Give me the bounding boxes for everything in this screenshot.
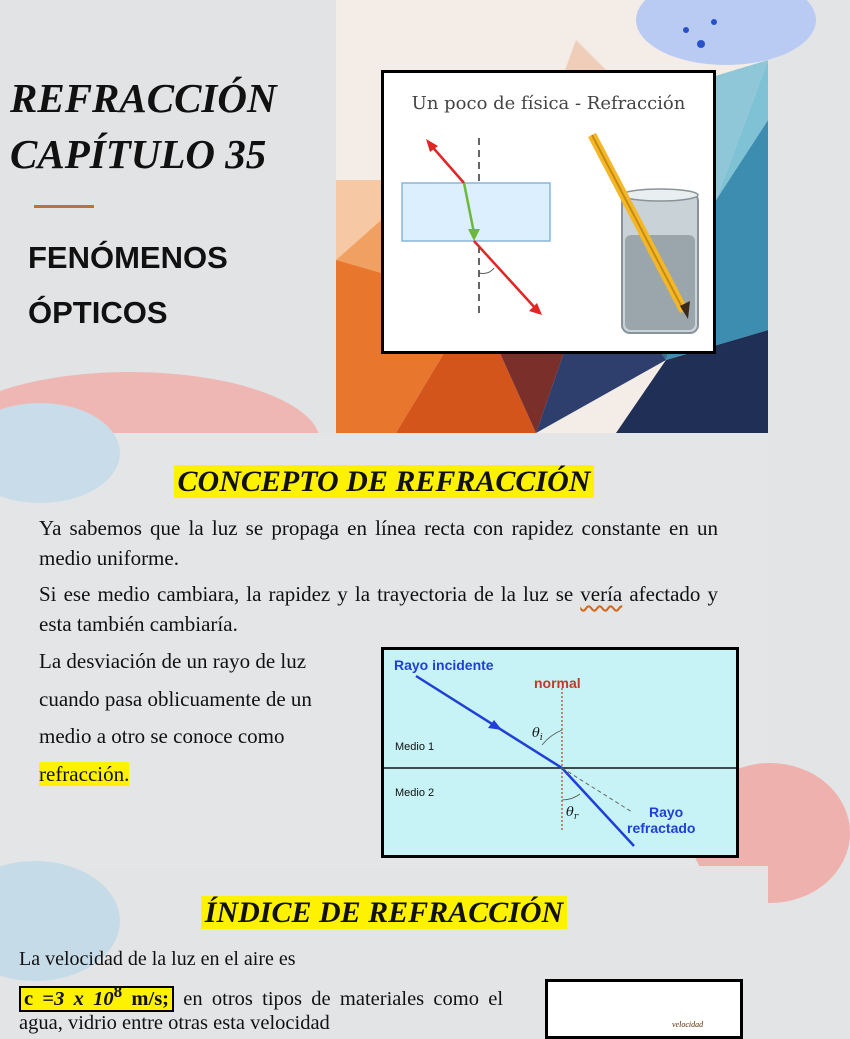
refracted-ray-label-2: refractado (627, 820, 696, 836)
slide-title (10, 70, 277, 182)
velocity-table-preview (545, 979, 743, 1039)
paragraph-2: Si ese medio cambiara, la rapidez y la trayectoria de la luz se vería afectado y esta también cambiaría. (39, 582, 718, 636)
subtitle-line-1: FENÓMENOS (28, 240, 228, 275)
speed-formula: c =3 x $10^8$ m/s; (19, 986, 174, 1012)
velocity-label: velocidad (672, 1020, 704, 1029)
incident-ray-label: Rayo incidente (394, 657, 494, 673)
title-line-1: REFRACCIÓN (10, 75, 277, 121)
paragraph-1: Ya sabemos que la luz se propaga en línea recta con rapidez constante en un medio uniforme. (39, 516, 718, 570)
concept-slide (0, 433, 768, 866)
highlighted-term: refracción. (39, 761, 130, 786)
speed-of-light-paragraph: c =3 x $10^8$ m/s; en otros tipos de materiales como el agua, vidrio entre otras esta velocidad (19, 982, 504, 1034)
theta-i-label: $\theta_i$ (532, 726, 543, 743)
index-heading (0, 895, 768, 931)
slide-subtitle (28, 230, 228, 340)
title-line-2: CAPÍTULO 35 (10, 131, 267, 177)
refraction-drawing (384, 73, 713, 351)
title-slide (0, 0, 768, 433)
refraction-illustration (381, 70, 716, 354)
concept-heading (0, 464, 768, 500)
paragraph-3: La desviación de un rayo de luz cuando pasa oblicuamente de un medio a otro se conoce como refracción. (39, 649, 312, 786)
speed-of-light-line: La velocidad de la luz en el aire es (19, 948, 296, 970)
medium-2-label: Medio 2 (395, 787, 435, 799)
subtitle-line-2: ÓPTICOS (28, 295, 168, 330)
title-divider (34, 205, 94, 208)
illustration-caption: Un poco de física - Refracción (411, 93, 686, 114)
medium-1-label: Medio 1 (395, 741, 435, 753)
refraction-diagram-svg (384, 650, 736, 855)
index-heading-text: ÍNDICE DE REFRACCIÓN (201, 896, 567, 929)
spellcheck-word: vería (580, 582, 623, 606)
concept-heading-text: CONCEPTO DE REFRACCIÓN (174, 465, 595, 498)
theta-r-label: $\theta_r$ (566, 805, 579, 822)
refraction-diagram (381, 647, 739, 858)
refracted-ray-label-1: Rayo (649, 804, 684, 820)
index-slide (0, 866, 768, 1034)
normal-label: normal (534, 675, 581, 691)
